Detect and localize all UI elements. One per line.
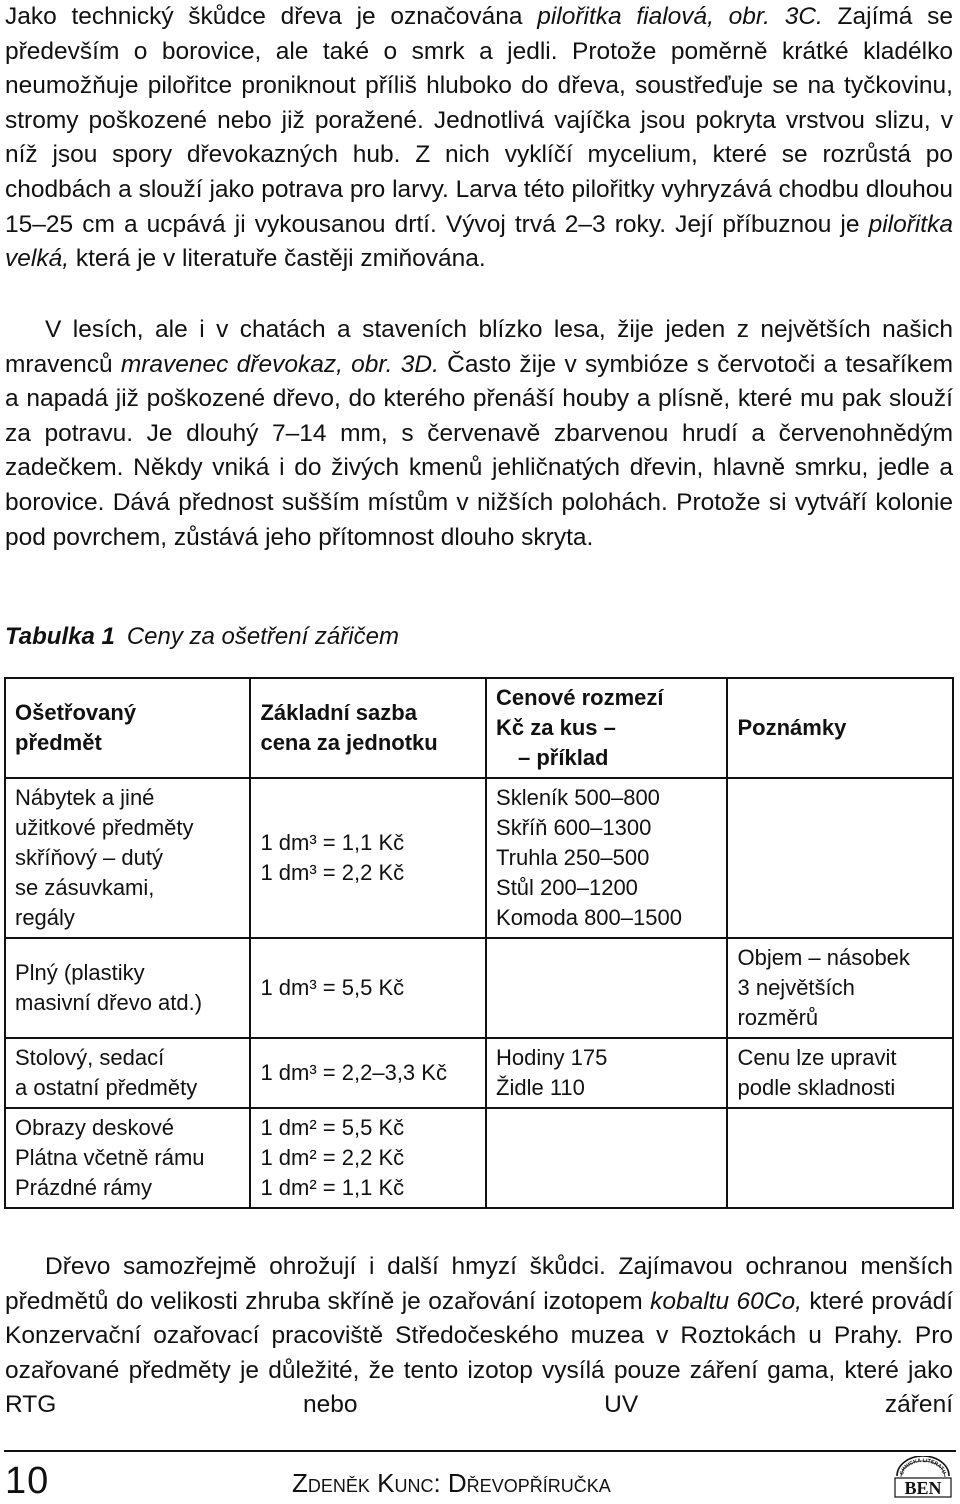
cell-item: [5, 1108, 250, 1208]
table-row: [5, 1038, 953, 1108]
header-line: Poznámky: [737, 715, 847, 740]
header-examples: [486, 678, 727, 778]
header-item: [5, 678, 250, 778]
cell-item: [5, 938, 250, 1038]
text-run: Zajímá se především o borovice, ale také o smrk a jedli. Protože poměrně krátké kladélko neumožňuje pilořitce proniknout příliš hluboko do dřeva, soustřeďuje se na tyčkovinu, stromy poškozené nebo již poražené. Jednotlivá vajíčka jsou pokryta vrstvou slizu, v níž jsou spory dřevokazných hub. Z nich vyklíčí mycelium, které se rozrůstá po chodbách a slouží jako potrava pro larvy. Larva této pilořitky vyhryzává chodbu dlouhou 15–25 cm a ucpává ji vykousanou drtí. Vývoj trvá 2–3 roky. Její příbuznou je: [5, 3, 953, 238]
note-line: rozměrů: [737, 1005, 819, 1030]
table-row: [5, 1108, 953, 1208]
italic-term: kobaltu 60Co,: [650, 1287, 802, 1315]
cell-examples: [486, 1108, 727, 1208]
header-line: Základní sazba: [260, 700, 417, 725]
example-line: Komoda 800–1500: [496, 905, 682, 930]
cell-notes: [727, 1108, 953, 1208]
example-line: Židle 110: [496, 1075, 585, 1100]
header-line: předmět: [15, 730, 102, 755]
item-line: a ostatní předměty: [15, 1075, 198, 1100]
item-line: Plný (plastiky: [15, 960, 145, 985]
item-line: se zásuvkami,: [15, 875, 155, 900]
example-line: Truhla 250–500: [496, 845, 650, 870]
item-line: Stolový, sedací: [15, 1045, 165, 1070]
paragraph-1: [5, 0, 953, 277]
note-line: podle skladnosti: [737, 1075, 896, 1100]
table-header-row: [5, 678, 953, 778]
rate-line: 1 dm² = 5,5 Kč: [260, 1115, 405, 1140]
rate-line: 1 dm³ = 5,5 Kč: [260, 975, 405, 1000]
table-row: [5, 938, 953, 1038]
price-table: [4, 677, 954, 1209]
item-line: Nábytek a jiné: [15, 785, 155, 810]
rate-line: 1 dm² = 1,1 Kč: [260, 1175, 405, 1200]
table-body: [5, 778, 953, 1208]
cell-rate: [250, 1038, 486, 1108]
note-line: Cenu lze upravit: [737, 1045, 897, 1070]
header-notes: [727, 678, 953, 778]
item-line: Prázdné rámy: [15, 1175, 152, 1200]
cell-examples: [486, 938, 727, 1038]
cell-rate: [250, 1108, 486, 1208]
example-line: Skleník 500–800: [496, 785, 660, 810]
footer-rule: [4, 1450, 956, 1452]
item-line: skříňový – dutý: [15, 845, 163, 870]
running-head: Zdeněk Kunc: Dřevopříručka: [292, 1468, 611, 1498]
text-run: Dřevo samozřejmě ohrožují i další hmyzí škůdci. Zajímavou ochranou menších předmětů do velikosti zhruba skříně je ozařování izotopem: [5, 1253, 953, 1315]
header-line: Kč za kus –: [496, 715, 616, 740]
page-number: 10: [5, 1460, 50, 1502]
italic-term: pilořitka fialová, obr. 3C.: [537, 3, 823, 30]
ben-publisher-logo-icon: [892, 1456, 954, 1500]
cell-notes: [727, 1038, 953, 1108]
table-row: [5, 778, 953, 938]
rate-line: 1 dm³ = 2,2–3,3 Kč: [260, 1060, 447, 1085]
item-line: masivní dřevo atd.): [15, 990, 203, 1015]
text-run: Často žije v symbióze s červotoči a tesaříkem a napadá již poškozené dřevo, do kterého přenáší houby a plísně, které mu pak slouží za potravu. Je dlouhý 7–14 mm, s červenavě zbarvenou hrudí a červenohnědým zadečkem. Někdy vniká i do živých kmenů jehličnatých dřevin, hlavně smrku, jedle a borovice. Dává přednost sušším místům v nižších polohách. Protože si vytváří kolonie pod povrchem, zůstává jeho přítomnost dlouho skryta.: [5, 350, 953, 551]
text-run: Jako technický škůdce dřeva je označována: [5, 3, 538, 30]
cell-notes: [727, 778, 953, 938]
table-caption-label: Tabulka 1: [5, 623, 115, 650]
paragraph-2: [5, 313, 953, 555]
item-line: regály: [15, 905, 75, 930]
note-line: Objem – násobek: [737, 945, 910, 970]
cell-item: [5, 1038, 250, 1108]
rate-line: 1 dm³ = 1,1 Kč: [260, 830, 405, 855]
svg-text:BEN: BEN: [904, 1478, 942, 1498]
header-rate: [250, 678, 486, 778]
cell-examples: [486, 1038, 727, 1108]
paragraph-3: [5, 1250, 953, 1423]
item-line: Plátna včetně rámu: [15, 1145, 205, 1170]
item-line: užitkové předměty: [15, 815, 194, 840]
cell-item: [5, 778, 250, 938]
example-line: Hodiny 175: [496, 1045, 608, 1070]
text-run: V lesích, ale i v chatách a staveních blízko lesa, žije jeden z největších našich mravenců: [5, 316, 953, 378]
rate-line: 1 dm³ = 2,2 Kč: [260, 860, 405, 885]
header-line: – příklad: [518, 745, 609, 770]
cell-rate: [250, 938, 486, 1038]
header-line: Cenové rozmezí: [496, 685, 664, 710]
cell-examples: [486, 778, 727, 938]
table-caption-text: Ceny za ošetření zářičem: [126, 623, 399, 650]
italic-term: pilořitka velká,: [5, 210, 953, 273]
note-line: 3 největších: [737, 975, 855, 1000]
svg-text:TECHNICKÁ LITERATURA: CHNICKÁ LITERATU: [899, 1457, 947, 1476]
header-line: Ošetřovaný: [15, 700, 137, 725]
cell-notes: [727, 938, 953, 1038]
example-line: Stůl 200–1200: [496, 875, 638, 900]
italic-term: mravenec dřevokaz, obr. 3D.: [120, 350, 439, 378]
example-line: Skříň 600–1300: [496, 815, 652, 840]
text-run: která je v literatuře častěji zmiňována.: [69, 245, 486, 273]
cell-rate: [250, 778, 486, 938]
rate-line: 1 dm² = 2,2 Kč: [260, 1145, 405, 1170]
item-line: Obrazy deskové: [15, 1115, 174, 1140]
table-caption: [5, 623, 399, 651]
text-run: které provádí Konzervační ozařovací pracoviště Středočeského muzea v Roztokách u Prahy. Pro ozařované předměty je důležité, že tento izotop vysílá pouze záření gama, které jako RTG nebo UV záření: [5, 1287, 953, 1419]
header-line: cena za jednotku: [260, 730, 438, 755]
